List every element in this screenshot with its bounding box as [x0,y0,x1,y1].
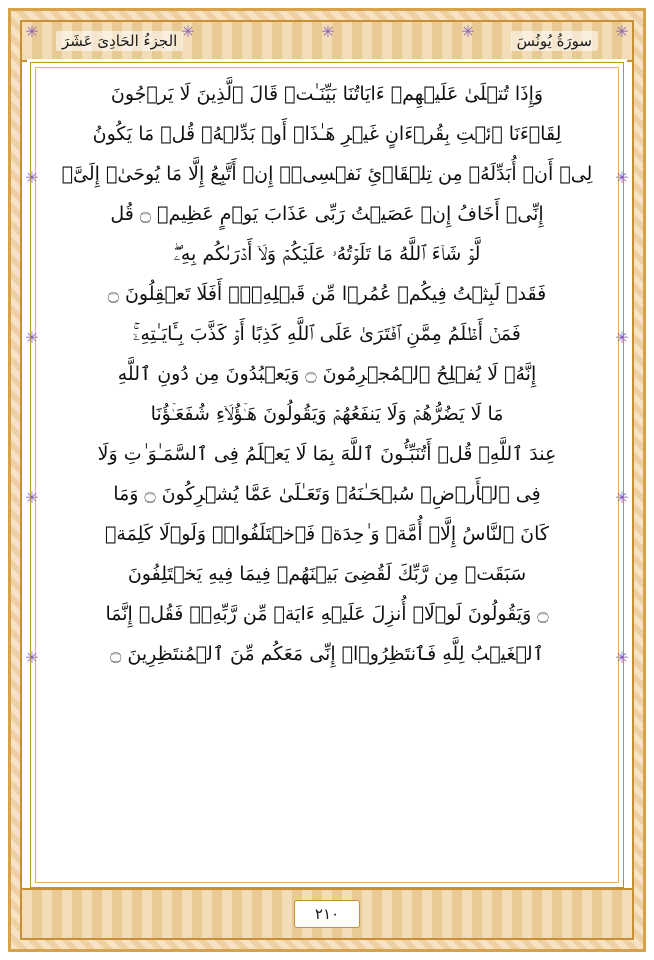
rosette-icon: ✳ [181,22,195,41]
rosette-icon: ✳ [615,328,629,347]
rosette-icon: ✳ [25,168,39,187]
ayah-line: ٱلۡغَيۡبُ لِلَّهِ فَٱنتَظِرُوۤا۟ إِنِّی مَعَكُم مِّنَ ٱلۡمُنتَظِرِينَ ۝ [110,643,544,665]
ayah-line: عِندَ ٱللَّهِۚ قُلۡ أَتُنَبِّـُٔونَ ٱللَّهَ بِمَا لَا يَعۡلَمُ فِی ٱلسَّمَـٰوَ ٰتِ وَلَا [97,443,557,465]
rosette-icon: ✳ [615,168,629,187]
page-number: ٢١٠ [294,900,360,928]
ayah-line: فَمَنۡ أَظۡلَمُ مِمَّنِ ٱفۡتَرَىٰ عَلَى ٱللَّهِ كَذِبًا أَوۡ كَذَّبَ بِـَٔايَـٰتِهِۦۤۚ [133,323,521,345]
rosette-icon: ✳ [615,648,629,667]
ayah-line: وَإِذَا تُتۡلَىٰ عَلَيۡهِمۡ ءَايَاتُنَا بَيِّنَـٰتࣲ قَالَ ٱلَّذِينَ لَا يَرۡجُونَ [110,83,544,105]
rosette-icon: ✳ [25,648,39,667]
ayah-line: إِنِّیۤ أَخَافُ إِنۡ عَصَيۡتُ رَبِّی عَذَابَ يَوۡمٍ عَظِيمࣲ ۝ قُل [110,203,544,225]
ayah-line: كَانَ ٱلنَّاسُ إِلَّاۤ أُمَّةࣰ وَ ٰحِدَةࣰ فَٱخۡتَلَفُوا۟ۚ وَلَوۡلَا كَلِمَةࣱ [105,523,549,545]
rosette-icon: ✳ [615,488,629,507]
quran-text-body [42,74,612,874]
ayah-line: فَقَدۡ لَبِثۡتُ فِيكُمۡ عُمُرࣰا مِّن قَبۡلِهِۦۤۚ أَفَلَا تَعۡقِلُونَ ۝ [107,283,547,305]
ayah-line: إِنَّهُۥ لَا يُفۡلِحُ ٱلۡمُجۡرِمُونَ ۝ وَيَعۡبُدُونَ مِن دُونِ ٱللَّهِ [117,363,537,385]
rosette-icon: ✳ [461,22,475,41]
ayah-line: ۝ وَيَقُولُونَ لَوۡلَاۤ أُنزِلَ عَلَيۡهِ ءَايَةࣱ مِّن رَّبِّهِۦۖ فَقُلۡ إِنَّمَا [105,603,549,625]
page-footer [22,888,632,938]
juz-label: الجزءُ الحَادِىَ عَشَرَ [56,31,183,51]
ayah-line: مَا لَا يَضُرُّهُمۡ وَلَا يَنفَعُهُمۡ وَيَقُولُونَ هَـٰۤؤُلَاۤءِ شُفَعَـٰۤؤُنَا [150,403,504,425]
rosette-icon: ✳ [25,328,39,347]
rosette-icon: ✳ [25,22,39,41]
rosette-icon: ✳ [25,488,39,507]
rosette-icon: ✳ [321,22,335,41]
ayah-line: فِی ٱلۡأَرۡضِۚ سُبۡحَـٰنَهُۥ وَتَعَـٰلَىٰ عَمَّا يُشۡرِكُونَ ۝ وَمَا [113,483,541,505]
rosette-icon: ✳ [615,22,629,41]
ayah-line: لِیۤ أَنۡ أُبَدِّلَهُۥ مِن تِلۡقَاۤئِ نَفۡسِیۤۖ إِنۡ أَتَّبِعُ إِلَّا مَا يُوحَىٰۤ إِلَیَّۖ [61,163,593,185]
ayah-line: لِقَاۤءَنَا ٱئۡتِ بِقُرۡءَانٍ غَيۡرِ هَـٰذَاۤ أَوۡ بَدِّلۡهُۚ قُلۡ مَا يَكُونُ [92,123,562,145]
surah-label: سورَةُ يُونُسَ [511,31,598,51]
ayah-line: لَّوۡ شَاۤءَ ٱللَّهُ مَا تَلَوۡتُهُۥ عَلَيۡكُمۡ وَلَاۤ أَدۡرَىٰكُم بِهِۦۖ [173,243,481,265]
ayah-line: سَبَقَتۡ مِن رَّبِّكَ لَقُضِیَ بَيۡنَهُمۡ فِيمَا فِيهِ يَخۡتَلِفُونَ [127,563,527,585]
